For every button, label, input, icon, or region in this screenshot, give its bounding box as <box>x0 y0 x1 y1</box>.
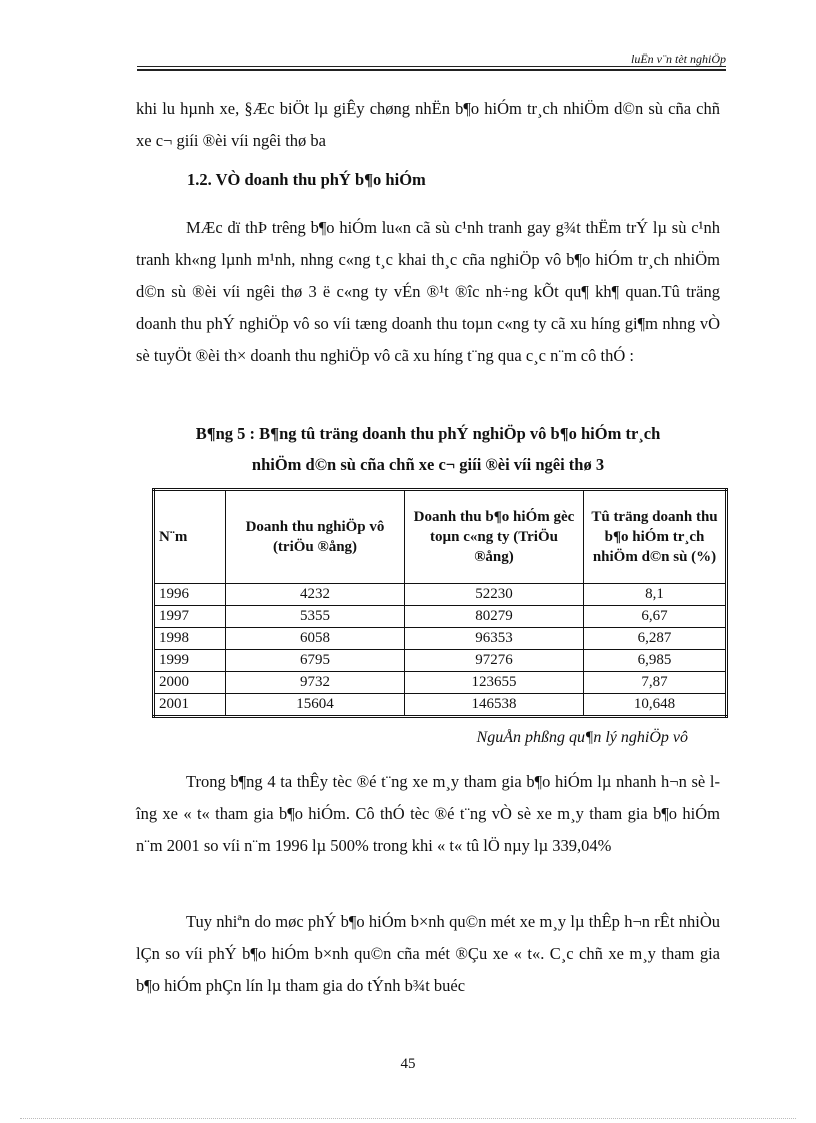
cell-company-revenue: 96353 <box>405 628 584 650</box>
section-heading: 1.2. VÒ doanh thu phÝ b¶o hiÓm <box>187 170 426 189</box>
cell-business-revenue: 4232 <box>226 584 405 606</box>
cell-business-revenue: 6058 <box>226 628 405 650</box>
cell-year: 2000 <box>154 672 226 694</box>
cell-business-revenue: 6795 <box>226 650 405 672</box>
cell-company-revenue: 97276 <box>405 650 584 672</box>
cell-company-revenue: 123655 <box>405 672 584 694</box>
cell-company-revenue: 80279 <box>405 606 584 628</box>
table-row <box>154 584 727 606</box>
cell-company-revenue: 52230 <box>405 584 584 606</box>
paragraph-2: MÆc dï thÞ trêng b¶o hiÓm lu«n cã sù c¹nh tranh gay g¾t thËm trÝ lµ sù c¹nh tranh kh«ng lµnh m¹nh, nhng c«ng t¸c khai th¸c cña nghiÖp vô b¶o hiÓm tr¸ch nhiÖm d©n sù ®èi víi ngêi thø 3 ë c«ng ty vÉn ®¹t ®îc nh÷ng kÕt qu¶ kh¶ quan.Tû träng doanh thu phÝ nghiÖp vô so víi tæng doanh thu toµn c«ng ty cã xu híng gi¶m nhng vÒ sè tuyÖt ®èi th× doanh thu nghiÖp vô cã xu híng t¨ng qua c¸c n¨m cô thÓ : <box>136 218 720 365</box>
table-caption <box>136 418 720 480</box>
table-caption-line-1: B¶ng 5 : B¶ng tû träng doanh thu phÝ nghiÖp vô b¶o hiÓm tr¸ch <box>195 424 661 443</box>
revenue-table <box>152 488 728 718</box>
table-row <box>154 694 727 717</box>
cell-share: 7,87 <box>584 672 727 694</box>
cell-year: 1997 <box>154 606 226 628</box>
running-header: luËn v¨n tèt nghiÖp <box>631 52 726 66</box>
cell-share: 8,1 <box>584 584 727 606</box>
header-share: Tû träng doanh thu b¶o hiÓm tr¸ch nhiÖm d©n sù (%) <box>584 490 727 584</box>
paragraph-3: Trong b¶ng 4 ta thÊy tèc ®é t¨ng xe m¸y tham gia b¶o hiÓm lµ nhanh h¬n sè lîng xe « t« tham gia b¶o hiÓm. Cô thÓ tèc ®é t¨ng vÒ sè xe m¸y tham gia b¶o hiÓm n¨m 2001 so víi n¨m 1996 lµ 500% trong khi « t« tû lÖ nµy lµ 339,04% <box>136 772 720 855</box>
cell-year: 2001 <box>154 694 226 717</box>
table-row <box>154 606 727 628</box>
paragraph-4: Tuy nhiªn do møc phÝ b¶o hiÓm b×nh qu©n mét xe m¸y lµ thÊp h¬n rÊt nhiÒu lÇn so víi phÝ b¶o hiÓm b×nh qu©n cña mét ®Çu xe « t«. C¸c chñ xe m¸y tham gia b¶o hiÓm phÇn lín lµ tham gia do tÝnh b¾t buéc <box>136 912 720 995</box>
cell-year: 1996 <box>154 584 226 606</box>
header-company-revenue: Doanh thu b¶o hiÓm gèc toµn c«ng ty (TriÖu ®ång) <box>405 490 584 584</box>
table-source: NguÅn phßng qu¶n lý nghiÖp vô <box>476 729 688 746</box>
cell-business-revenue: 5355 <box>226 606 405 628</box>
table-caption-line-2: nhiÖm d©n sù cña chñ xe c¬ giíi ®èi víi ngêi thø 3 <box>251 455 605 474</box>
paragraph-1: khi lu hµnh xe, §Æc biÖt lµ giÊy chøng nhËn b¶o hiÓm tr¸ch nhiÖm d©n sù cña chñ xe c¬ giíi ®èi víi ngêi thø ba <box>136 99 720 150</box>
cell-share: 6,985 <box>584 650 727 672</box>
header-rule-thick <box>137 69 726 71</box>
cell-year: 1999 <box>154 650 226 672</box>
header-rule <box>137 66 726 67</box>
cell-share: 10,648 <box>584 694 727 717</box>
page-bottom-border <box>20 1118 796 1119</box>
page-number: 45 <box>400 1056 416 1072</box>
cell-share: 6,287 <box>584 628 727 650</box>
header-business-revenue: Doanh thu nghiÖp vô (triÖu ®ång) <box>226 490 405 584</box>
table-row <box>154 650 727 672</box>
header-year: N¨m <box>154 490 226 584</box>
table-row <box>154 672 727 694</box>
cell-company-revenue: 146538 <box>405 694 584 717</box>
table-row <box>154 628 727 650</box>
cell-year: 1998 <box>154 628 226 650</box>
cell-business-revenue: 9732 <box>226 672 405 694</box>
table-header-row <box>154 490 727 584</box>
cell-share: 6,67 <box>584 606 727 628</box>
cell-business-revenue: 15604 <box>226 694 405 717</box>
